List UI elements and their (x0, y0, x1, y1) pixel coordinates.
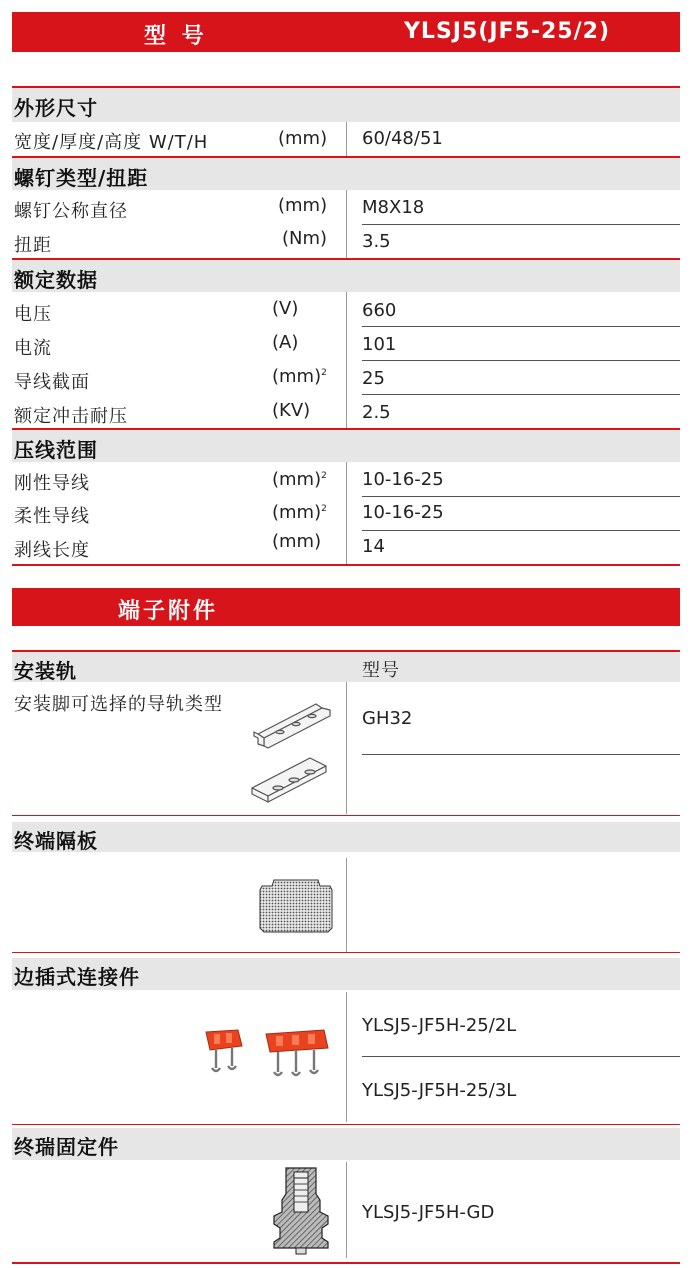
spec-value: 10-16-25 (362, 502, 444, 523)
end-plate-title: 终端隔板 (14, 829, 98, 853)
column-divider (346, 992, 347, 1122)
spec-value: 2.5 (362, 402, 391, 423)
end-stop-title: 终瑞固定件 (14, 1135, 119, 1159)
row-divider (362, 224, 680, 225)
accessories-title: 端子附件 (118, 599, 219, 624)
rail-model-value: GH32 (362, 708, 413, 729)
model-header (12, 12, 680, 52)
spec-value: 660 (362, 300, 397, 321)
spec-unit: (V) (272, 298, 299, 319)
superscript: 2 (321, 368, 327, 378)
superscript: 2 (321, 504, 327, 514)
spec-value: 101 (362, 334, 397, 355)
spec-label: 扭距 (14, 235, 52, 256)
column-divider (346, 122, 347, 156)
spec-label: 刚性导线 (14, 473, 90, 494)
spec-label: 额定冲击耐压 (14, 406, 128, 427)
divider (12, 952, 680, 953)
unit-text: (mm) (272, 469, 322, 490)
section-band (12, 822, 680, 852)
connector-title: 边插式连接件 (14, 965, 140, 989)
row-divider (362, 496, 680, 497)
unit-text: (mm) (272, 366, 322, 387)
rail-description: 安装脚可选择的导轨类型 (14, 694, 223, 715)
spec-unit (272, 469, 327, 490)
rail-column-label: 型号 (362, 660, 400, 681)
spec-label: 柔性导线 (14, 506, 90, 527)
spec-unit (272, 502, 327, 523)
end-stop-value: YLSJ5-JF5H-GD (362, 1202, 495, 1223)
end-stop-image (270, 1164, 332, 1256)
column-divider (346, 1162, 347, 1258)
spec-unit: (Nm) (282, 228, 328, 249)
end-plate-image (256, 878, 336, 934)
row-divider (362, 1056, 680, 1057)
spec-label: 电压 (14, 304, 52, 325)
column-divider (346, 858, 347, 952)
connector-value-2l: YLSJ5-JF5H-25/2L (362, 1015, 517, 1036)
unit-text: (mm) (272, 502, 322, 523)
spec-value: 60/48/51 (362, 128, 443, 149)
spec-value: 3.5 (362, 231, 391, 252)
spec-unit: (A) (272, 332, 299, 353)
section-band (12, 430, 680, 462)
model-label: 型 号 (144, 24, 208, 49)
spec-label: 宽度/厚度/高度 W/T/H (14, 132, 209, 153)
spec-label: 螺钉公称直径 (14, 201, 128, 222)
spec-label: 剥线长度 (14, 540, 90, 561)
spec-unit: (mm) (278, 128, 328, 149)
section-band (12, 652, 680, 682)
dimensions-title: 外形尺寸 (14, 96, 98, 120)
row-divider (362, 394, 680, 395)
spec-value: M8X18 (362, 197, 425, 218)
spec-value: 10-16-25 (362, 469, 444, 490)
column-divider (346, 190, 347, 258)
spec-value: 25 (362, 368, 385, 389)
spec-unit: (KV) (272, 400, 311, 421)
rail-title: 安装轨 (14, 659, 77, 683)
spec-value: 14 (362, 536, 385, 557)
connector-value-3l: YLSJ5-JF5H-25/3L (362, 1080, 517, 1101)
divider (12, 815, 680, 816)
column-divider (346, 292, 347, 428)
section-band (12, 88, 680, 122)
divider (12, 1262, 680, 1264)
superscript: 2 (321, 471, 327, 481)
din-rail-image (244, 692, 334, 812)
section-band (12, 260, 680, 292)
connector-image (196, 1028, 332, 1088)
spec-unit: (mm) (272, 531, 322, 552)
screw-title: 螺钉类型/扭距 (14, 166, 149, 190)
accessories-header (12, 588, 680, 626)
spec-unit: (mm) (278, 195, 328, 216)
column-divider (346, 462, 347, 564)
row-divider (362, 530, 680, 531)
model-value: YLSJ5(JF5-25/2) (404, 19, 611, 44)
rated-title: 额定数据 (14, 268, 98, 292)
divider (12, 564, 680, 566)
crimp-title: 压线范围 (14, 438, 98, 462)
column-divider (346, 682, 347, 814)
spec-unit (272, 366, 327, 387)
spec-label: 导线截面 (14, 372, 90, 393)
row-divider (362, 326, 680, 327)
row-divider (362, 360, 680, 361)
row-divider (362, 754, 680, 755)
spec-label: 电流 (14, 338, 52, 359)
divider (12, 1124, 680, 1125)
